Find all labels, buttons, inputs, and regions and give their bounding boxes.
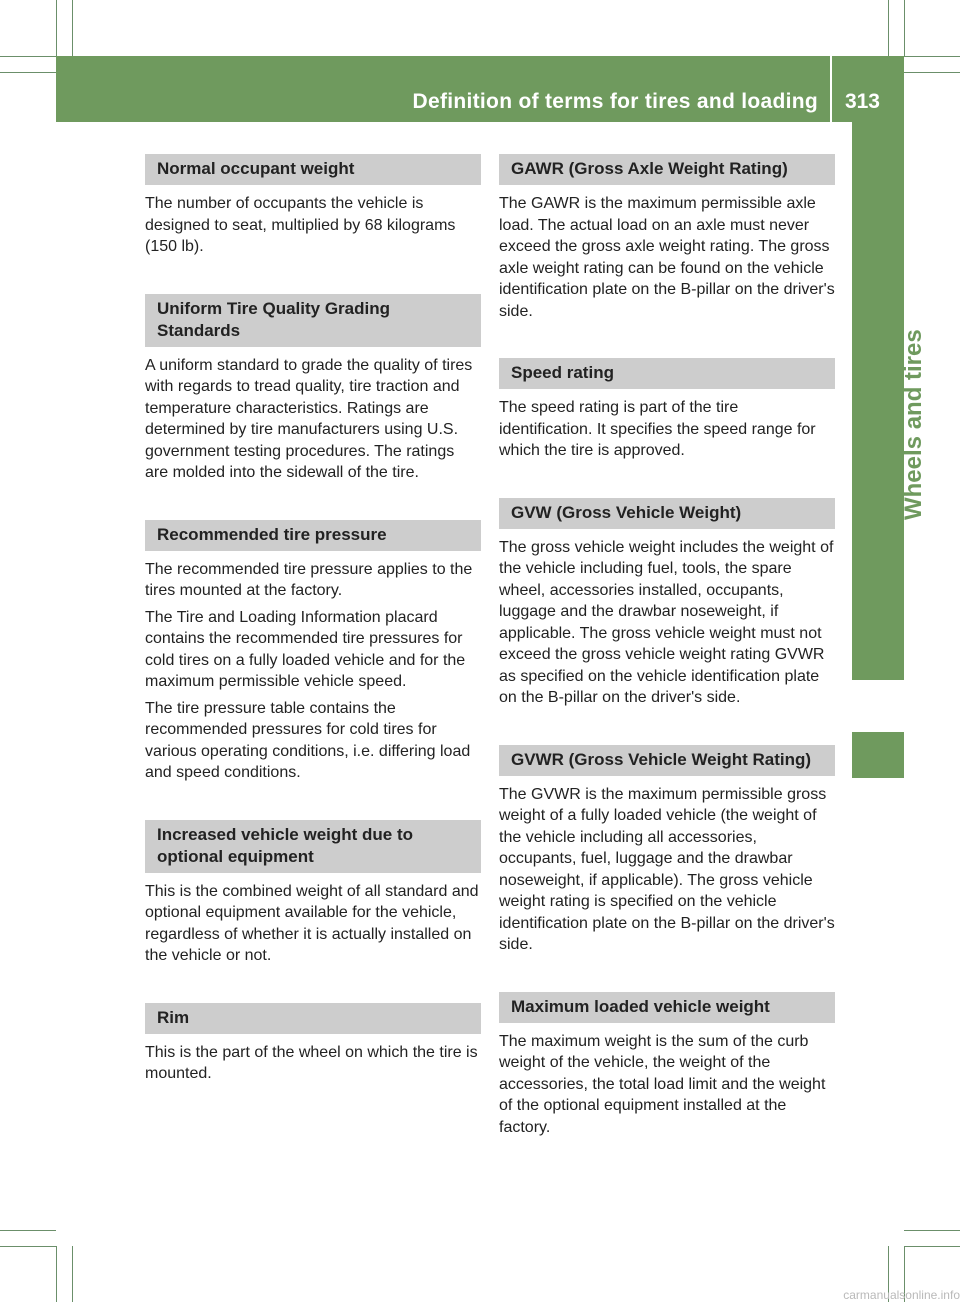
section-body — [499, 537, 835, 709]
right-column — [499, 154, 835, 1174]
section-heading: Uniform Tire Quality Grading Standards — [145, 294, 481, 347]
crop-mark — [888, 0, 889, 56]
paragraph: This is the combined weight of all standard and optional equipment available for the vehicle, regardless of whether it is actually installed on the vehicle or not. — [145, 882, 479, 964]
paragraph: This is the part of the wheel on which the tire is mounted. — [145, 1043, 478, 1082]
crop-mark — [904, 1246, 960, 1247]
paragraph: A uniform standard to grade the quality of tires with regards to tread quality, tire traction and temperature characteristics. Ratings are determined by tire manufacturers using U.S. government testing procedures. The ratings are molded into the sidewall of the tire. — [145, 356, 473, 481]
section-body — [499, 784, 835, 956]
section-heading: Increased vehicle weight due to optional equipment — [145, 820, 481, 873]
page-title: Definition of terms for tires and loading — [412, 90, 818, 113]
watermark: carmanualsonline.info — [843, 1288, 960, 1302]
side-tab-marker — [852, 732, 904, 778]
section — [499, 498, 835, 709]
section — [499, 745, 835, 956]
crop-mark — [56, 0, 57, 56]
crop-mark — [904, 0, 905, 56]
page-number: 313 — [844, 90, 880, 113]
crop-mark — [0, 56, 56, 57]
section — [499, 154, 835, 322]
crop-mark — [0, 1230, 56, 1231]
section — [145, 820, 481, 967]
section-body — [145, 355, 481, 484]
crop-mark — [56, 1246, 57, 1302]
chapter-label: Wheels and tires — [900, 329, 927, 520]
crop-mark — [72, 1246, 73, 1302]
section-body — [145, 1042, 481, 1085]
paragraph: The speed rating is part of the tire identification. It specifies the speed range for which the tire is approved. — [499, 399, 816, 459]
section — [499, 358, 835, 462]
crop-mark — [72, 0, 73, 56]
page-header — [56, 56, 904, 122]
header-divider — [830, 56, 832, 122]
section — [145, 294, 481, 484]
section-heading: Rim — [145, 1003, 481, 1034]
paragraph: The Tire and Loading Information placard contains the recommended tire pressures for cold tires on a fully loaded vehicle and for the maximum permissible vehicle speed. — [145, 608, 466, 690]
section-heading: GVWR (Gross Vehicle Weight Rating) — [499, 745, 835, 776]
section-heading: GAWR (Gross Axle Weight Rating) — [499, 154, 835, 185]
crop-mark — [904, 1230, 960, 1231]
paragraph: The maximum weight is the sum of the curb weight of the vehicle, the weight of the accessories, the total load limit and the weight of the optional equipment installed at the factory. — [499, 1032, 826, 1136]
section-body — [499, 1031, 835, 1139]
crop-mark — [904, 56, 960, 57]
side-tab — [852, 122, 904, 680]
section-body — [145, 559, 481, 784]
section-heading: Maximum loaded vehicle weight — [499, 992, 835, 1023]
section-body — [145, 881, 481, 967]
crop-mark — [904, 72, 960, 73]
paragraph: The recommended tire pressure applies to the tires mounted at the factory. — [145, 560, 473, 599]
paragraph: The GVWR is the maximum permissible gross weight of a fully loaded vehicle (the weight of the vehicle including all accessories, occupants, fuel, luggage and the drawbar noseweight, if applicable). The gross vehicle weight rating is specified on the vehicle identification plate on the B-pillar on the driver's side. — [499, 785, 835, 953]
crop-mark — [0, 72, 56, 73]
left-column — [145, 154, 481, 1121]
section-body — [499, 193, 835, 322]
paragraph: The tire pressure table contains the recommended pressures for cold tires for various operating conditions, i.e. differing load and speed conditions. — [145, 699, 471, 781]
section — [145, 154, 481, 258]
section-heading: Normal occupant weight — [145, 154, 481, 185]
section-heading: Recommended tire pressure — [145, 520, 481, 551]
section-body — [499, 397, 835, 462]
paragraph: The gross vehicle weight includes the weight of the vehicle including fuel, tools, the spare wheel, accessories installed, occupants, luggage and the drawbar noseweight, if applicable. The gross vehicle weight must not exceed the gross vehicle weight rating GVWR as specified on the vehicle identification plate on the B-pillar on the driver's side. — [499, 538, 834, 706]
section — [145, 1003, 481, 1085]
section-body — [145, 193, 481, 258]
section — [145, 520, 481, 784]
paragraph: The GAWR is the maximum permissible axle load. The actual load on an axle must never exceed the gross axle weight rating. The gross axle weight rating can be found on the vehicle identification plate on the B-pillar on the driver's side. — [499, 195, 835, 320]
section-heading: Speed rating — [499, 358, 835, 389]
section — [499, 992, 835, 1139]
section-heading: GVW (Gross Vehicle Weight) — [499, 498, 835, 529]
paragraph: The number of occupants the vehicle is designed to seat, multiplied by 68 kilograms (150 lb). — [145, 195, 456, 255]
crop-mark — [0, 1246, 56, 1247]
